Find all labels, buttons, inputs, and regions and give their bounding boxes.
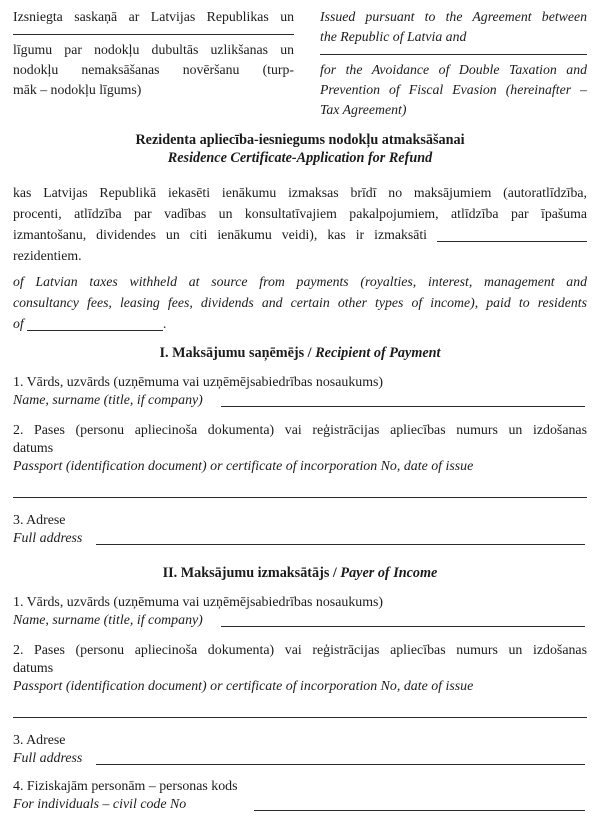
- field-item-payer-civil-code: [13, 778, 587, 814]
- field-label-en: For individuals – civil code No: [13, 797, 187, 812]
- field-label-lv: datums: [13, 441, 54, 456]
- section-heading-en: Recipient of Payment: [315, 345, 441, 361]
- field-item-recipient-name: [13, 374, 587, 410]
- field-item-recipient-address: [13, 512, 587, 548]
- intro-en-line: of Latvian taxes withheld at source from payments (royalties, interest, management and: [13, 274, 587, 289]
- section-heading-recipient: [13, 344, 587, 362]
- intro-lv-line: kas Latvijas Republikā iekasēti ienākumu izmaksas brīdī no maksājumiem (autoratlīdzība,: [13, 185, 587, 200]
- section-heading-payer: [13, 564, 587, 582]
- field-row: [13, 796, 587, 814]
- header-right-intro-line: Issued pursuant to the Agreement between: [320, 9, 587, 24]
- name-field-line: [221, 626, 585, 627]
- field-item-payer-address: [13, 732, 587, 768]
- header-right-column: [320, 7, 587, 120]
- address-field-line: [96, 544, 585, 545]
- field-label-en: Passport (identification document) or certificate of incorporation No, date of issue: [13, 679, 474, 694]
- field-item-payer-passport: [13, 642, 587, 696]
- field-row: [13, 530, 587, 548]
- field-label-lv: 3. Adrese: [13, 513, 66, 528]
- intro-lv-line: procenti, atlīdzība par vadības un konsultatīvajiem pakalpojumiem, atlīdzība par īpašuma: [13, 206, 587, 221]
- blank-residents-country-line: [27, 330, 163, 331]
- field-row: [13, 612, 587, 630]
- header-left-column: [13, 7, 294, 120]
- field-label-en: Full address: [13, 531, 83, 546]
- blank-residents-country-line: [437, 241, 587, 242]
- header-left-agreement-line: māk – nodokļu līgums): [13, 82, 142, 97]
- section-heading-en: Payer of Income: [340, 565, 438, 581]
- address-field-line: [96, 764, 585, 765]
- field-label-lv: 2. Pases (personu apliecinoša dokumenta) vai reģistrācijas apliecības numurs un izdošanas: [13, 423, 587, 438]
- field-label-lv: 4. Fiziskajām personām – personas kods: [13, 779, 238, 794]
- name-field-line: [221, 406, 585, 407]
- intro-en-last-suffix: .: [163, 316, 167, 331]
- form-title: [13, 132, 587, 167]
- intro-en-last-prefix: of: [13, 316, 24, 331]
- field-row: [13, 750, 587, 768]
- header-right-agreement-line: Tax Agreement): [320, 102, 407, 117]
- section-heading-lv: I. Maksājumu saņēmējs /: [159, 345, 312, 361]
- intro-paragraph-lv: [13, 182, 587, 266]
- field-label-lv: 2. Pases (personu apliecinoša dokumenta) vai reģistrācijas apliecības numurs un izdošanas: [13, 643, 587, 658]
- form-title-lv: Rezidenta apliecība-iesniegums nodokļu atmaksāšanai: [135, 132, 465, 148]
- field-row: [13, 392, 587, 410]
- header-right-agreement-line: for the Avoidance of Double Taxation and: [320, 62, 587, 77]
- section-heading-lv: II. Maksājumu izmaksātājs /: [162, 565, 337, 581]
- field-label-lv: 3. Adrese: [13, 733, 66, 748]
- intro-lv-line3-text: izmantošanu, dividendes un citi ienākumu veidi), kas ir izmaksāti: [13, 227, 428, 242]
- intro-lv-line: [13, 224, 587, 245]
- field-label-en: Name, surname (title, if company): [13, 613, 203, 628]
- header-right-intro-line: the Republic of Latvia and: [320, 29, 467, 44]
- field-label-lv: 1. Vārds, uzvārds (uzņēmuma vai uzņēmējsabiedrības nosaukums): [13, 595, 384, 610]
- header-left-agreement-line: nodokļu nemaksāšanas novēršanu (turp-: [13, 62, 294, 77]
- field-label-en: Full address: [13, 751, 83, 766]
- header-right-blank-country-line: [320, 54, 587, 55]
- field-label-lv: datums: [13, 661, 54, 676]
- header-right-agreement-line: Prevention of Fiscal Evasion (hereinafter –: [320, 82, 587, 97]
- intro-en-line: consultancy fees, leasing fees, dividends and certain other types of income), paid to residents: [13, 295, 587, 310]
- intro-en-line: [13, 313, 587, 334]
- passport-field-line: [13, 717, 587, 718]
- field-item-payer-name: [13, 594, 587, 630]
- civil-code-field-line: [254, 810, 585, 811]
- field-label-en: Passport (identification document) or certificate of incorporation No, date of issue: [13, 459, 474, 474]
- intro-paragraph-en: [13, 271, 587, 334]
- field-label-lv: 1. Vārds, uzvārds (uzņēmuma vai uzņēmējsabiedrības nosaukums): [13, 375, 384, 390]
- field-label-en: Name, surname (title, if company): [13, 393, 203, 408]
- intro-lv-line: rezidentiem.: [13, 248, 82, 263]
- field-item-recipient-passport: [13, 422, 587, 476]
- header-left-blank-country-line: [13, 34, 294, 35]
- header: [13, 7, 587, 120]
- header-left-line1: Izsniegta saskaņā ar Latvijas Republikas un: [13, 9, 294, 24]
- passport-field-line: [13, 497, 587, 498]
- header-left-agreement-line: līgumu par nodokļu dubultās uzlikšanas un: [13, 42, 294, 57]
- form-title-en: Residence Certificate-Application for Refund: [167, 149, 433, 166]
